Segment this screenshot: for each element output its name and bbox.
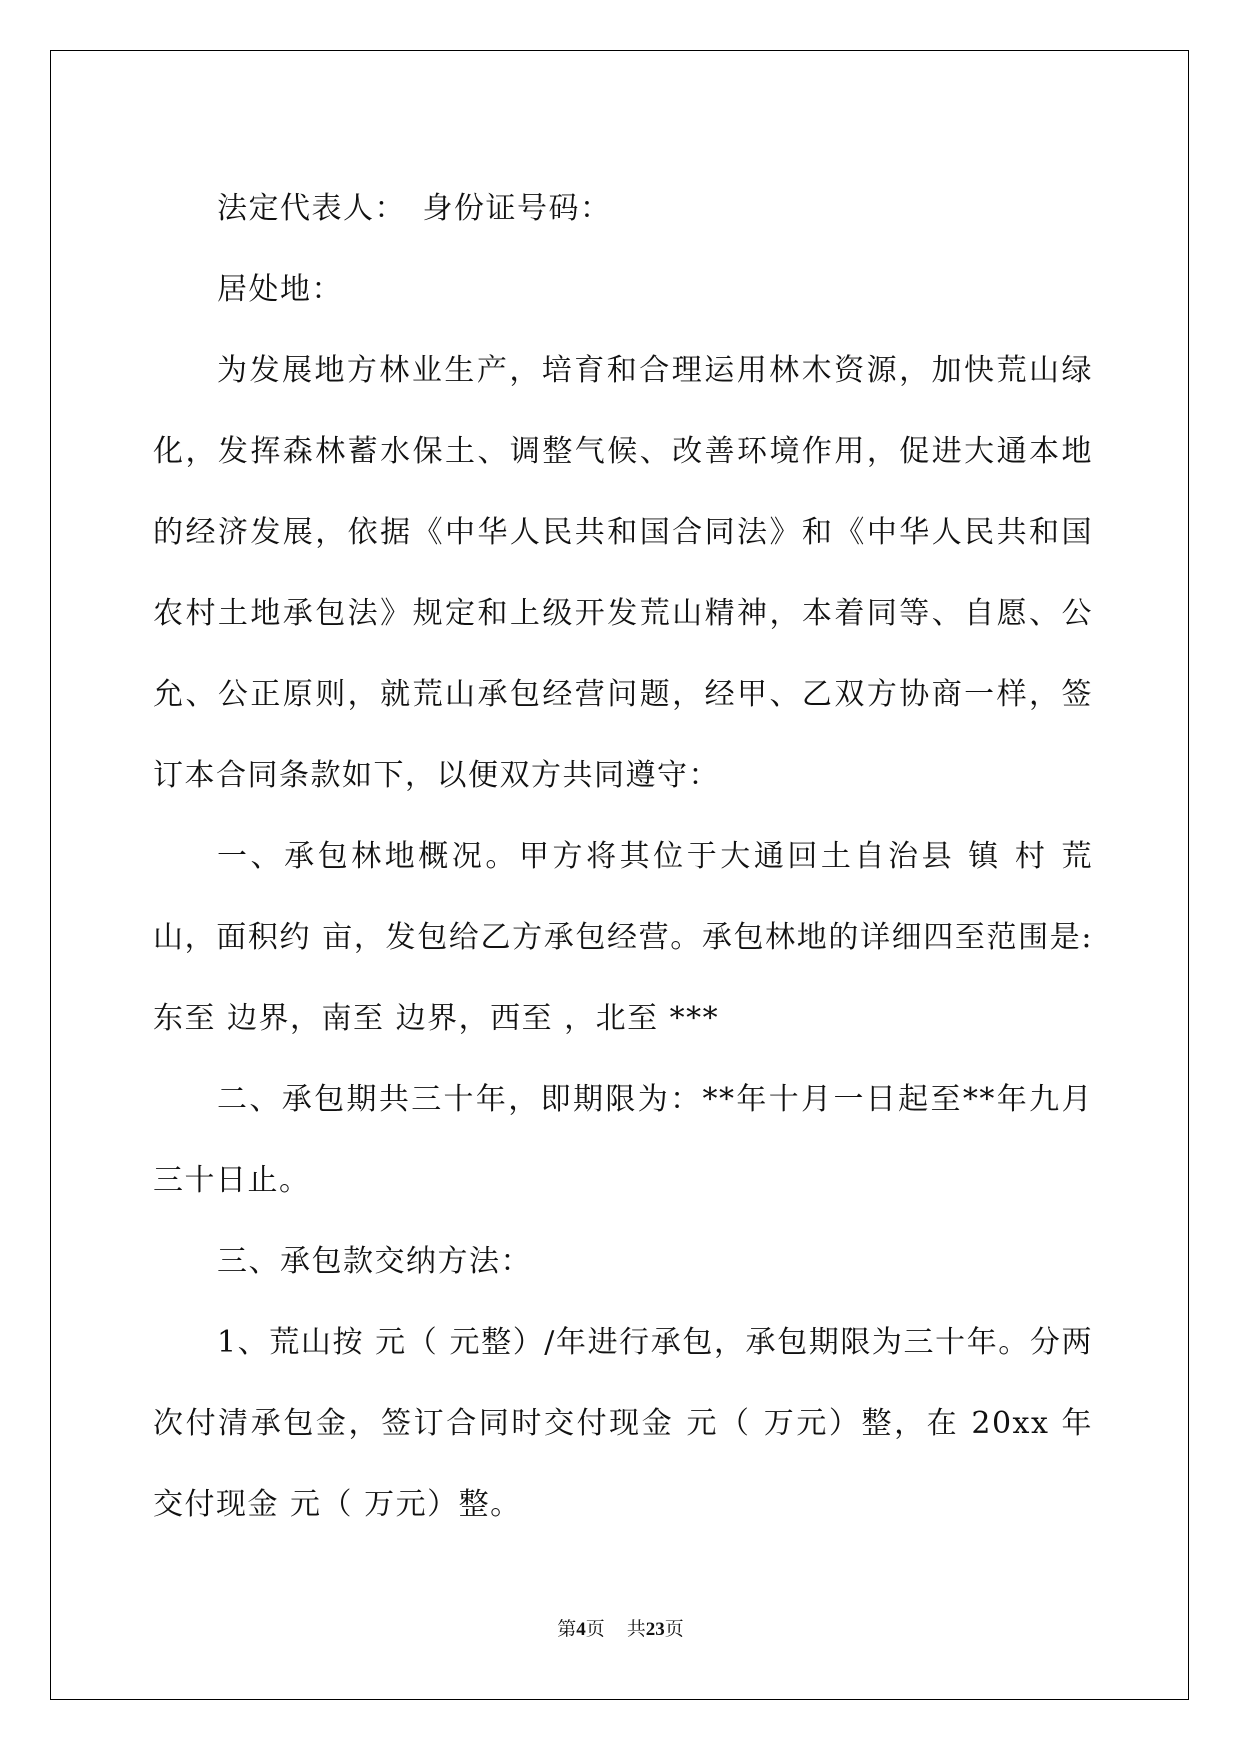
paragraph-land-overview: 一、承包林地概况。甲方将其位于大通回土自治县 镇 村 荒山，面积约 亩，发包给乙方承包经营。承包林地的详细四至范围是: 东至 边界，南至 边界，西至 ，北至 *** (153, 839, 1093, 1036)
footer-total-prefix: 共 (626, 1618, 646, 1640)
footer-prefix: 第 (557, 1618, 577, 1640)
paragraph-legal-representative: 法定代表人： 身份证号码： (217, 191, 612, 226)
current-page-number: 4 (576, 1619, 586, 1640)
paragraph-payment-terms: 1、荒山按 元（ 元整）/年进行承包，承包期限为三十年。分两次付清承包金，签订合同时交付现金 元（ 万元）整，在 20xx 年交付现金 元（ 万元）整。 (153, 1325, 1093, 1522)
paragraph-purpose: 为发展地方林业生产，培育和合理运用林木资源，加快荒山绿化，发挥森林蓄水保土、调整气候、改善环境作用，促进大通本地的经济发展，依据《中华人民共和国合同法》和《中华人民共和国农村土地承包法》规定和上级开发荒山精神，本着同等、自愿、公允、公正原则，就荒山承包经营问题，经甲、乙双方协商一样，签订本合同条款如下，以便双方共同遵守： (153, 353, 1093, 793)
paragraph-contract-term: 二、承包期共三十年，即期限为：**年十月一日起至**年九月三十日止。 (153, 1082, 1093, 1198)
total-pages-number: 23 (645, 1619, 665, 1640)
footer-page-unit: 页 (585, 1618, 605, 1640)
document-body (153, 168, 1093, 1545)
footer-total-unit: 页 (664, 1618, 684, 1640)
paragraph-payment-heading: 三、承包款交纳方法： (217, 1244, 532, 1279)
paragraph-residence: 居处地： (217, 272, 343, 307)
page-footer (0, 1614, 1241, 1641)
